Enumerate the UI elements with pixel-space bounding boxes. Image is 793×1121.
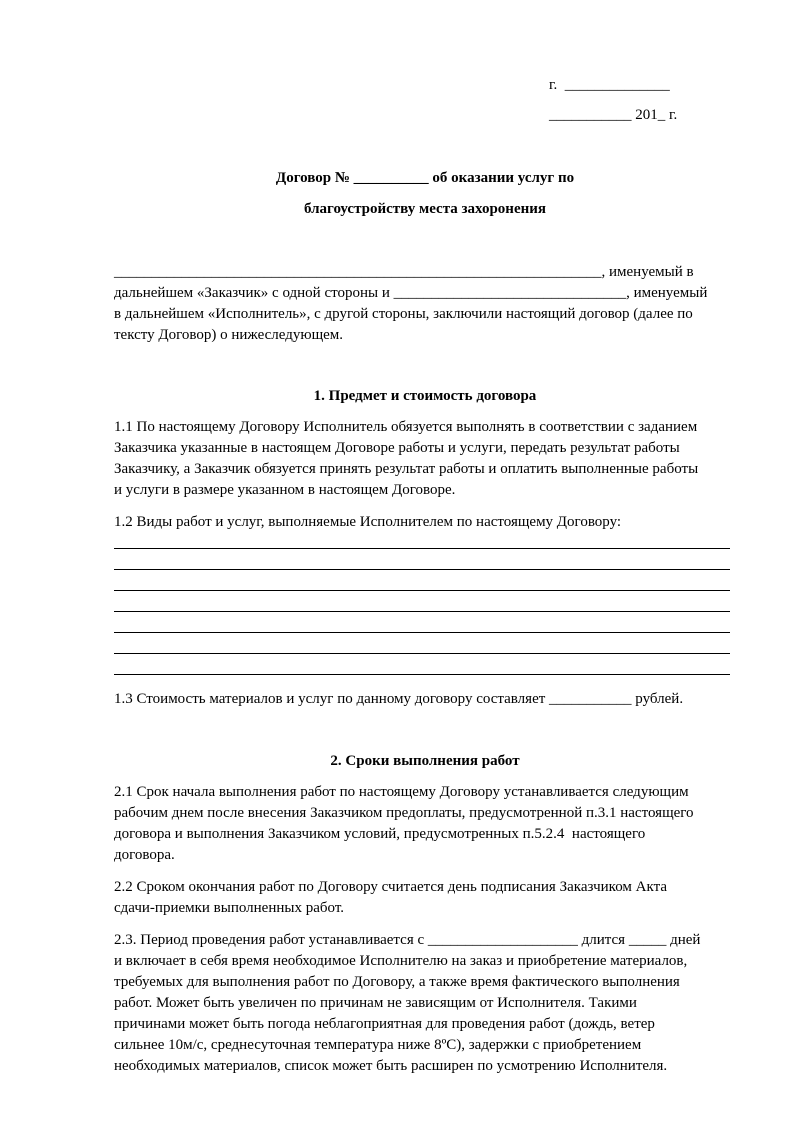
preamble-line: _________________________________________________________________, именуемый в	[114, 264, 694, 280]
clause-1-2: 1.2 Виды работ и услуг, выполняемые Исполнителем по настоящему Договору:	[114, 514, 622, 530]
clause-1-1-line: 1.1 По настоящему Договору Исполнитель обязуется выполнять в соответствии с заданием	[114, 419, 698, 435]
preamble-line: в дальнейшем «Исполнитель», с другой стороны, заключили настоящий договор (далее по	[114, 306, 693, 322]
contract-title: Договор № __________ об оказании услуг по	[275, 170, 575, 186]
fill-in-line	[114, 548, 730, 549]
clause-2-2-line: 2.2 Сроком окончания работ по Договору считается день подписания Заказчиком Акта	[114, 879, 667, 895]
contract-subtitle: благоустройству места захоронения	[303, 201, 547, 217]
clause-2-1-line: 2.1 Срок начала выполнения работ по настоящему Договору устанавливается следующим	[114, 784, 689, 800]
preamble-line: дальнейшем «Заказчик» с одной стороны и _______________________________, именуемый	[114, 285, 708, 301]
clause-2-3-line: работ. Может быть увеличен по причинам не зависящим от Исполнителя. Такими	[114, 995, 637, 1011]
fill-in-line	[114, 611, 730, 612]
clause-2-3-line: требуемых для выполнения работ по Договору, а также время фактического выполнения	[114, 974, 680, 990]
date-line: ___________ 201_ г.	[549, 107, 678, 123]
clause-2-3-line: причинами может быть погода неблагоприятная для проведения работ (дождь, ветер	[114, 1016, 655, 1032]
clause-1-1-line: и услуги в размере указанном в настоящем Договоре.	[114, 482, 456, 498]
fill-in-line	[114, 632, 730, 633]
clause-2-1-line: договора и выполнения Заказчиком условий, предусмотренных п.5.2.4 настоящего	[114, 826, 646, 842]
fill-in-line	[114, 590, 730, 591]
fill-in-line	[114, 674, 730, 675]
clause-2-1-line: договора.	[114, 847, 175, 863]
fill-in-line	[114, 653, 730, 654]
preamble-line: тексту Договор) о нижеследующем.	[114, 327, 344, 343]
clause-2-3-line: и включает в себя время необходимое Исполнителю на заказ и приобретение материалов,	[114, 953, 688, 969]
place-line: г. ______________	[549, 77, 670, 93]
section-heading: 1. Предмет и стоимость договора	[313, 388, 537, 404]
clause-1-1-line: Заказчика указанные в настоящем Договоре работы и услуги, передать результат работы	[114, 440, 680, 456]
clause-2-3-line: сильнее 10м/с, среднесуточная температура ниже 8ºС), задержки с приобретением	[114, 1037, 642, 1053]
clause-2-1-line: рабочим днем после внесения Заказчиком предоплаты, предусмотренной п.3.1 настоящего	[114, 805, 694, 821]
clause-1-3: 1.3 Стоимость материалов и услуг по данному договору составляет ___________ рублей.	[114, 691, 684, 707]
section-heading: 2. Сроки выполнения работ	[330, 753, 520, 769]
clause-2-3-line: необходимых материалов, список может быть расширен по усмотрению Исполнителя.	[114, 1058, 668, 1074]
clause-2-3-line: 2.3. Период проведения работ устанавливается с ____________________ длится _____ дней	[114, 932, 701, 948]
fill-in-line	[114, 569, 730, 570]
clause-2-2-line: сдачи-приемки выполненных работ.	[114, 900, 344, 916]
clause-1-1-line: Заказчику, а Заказчик обязуется принять результат работы и оплатить выполненные работы	[114, 461, 699, 477]
